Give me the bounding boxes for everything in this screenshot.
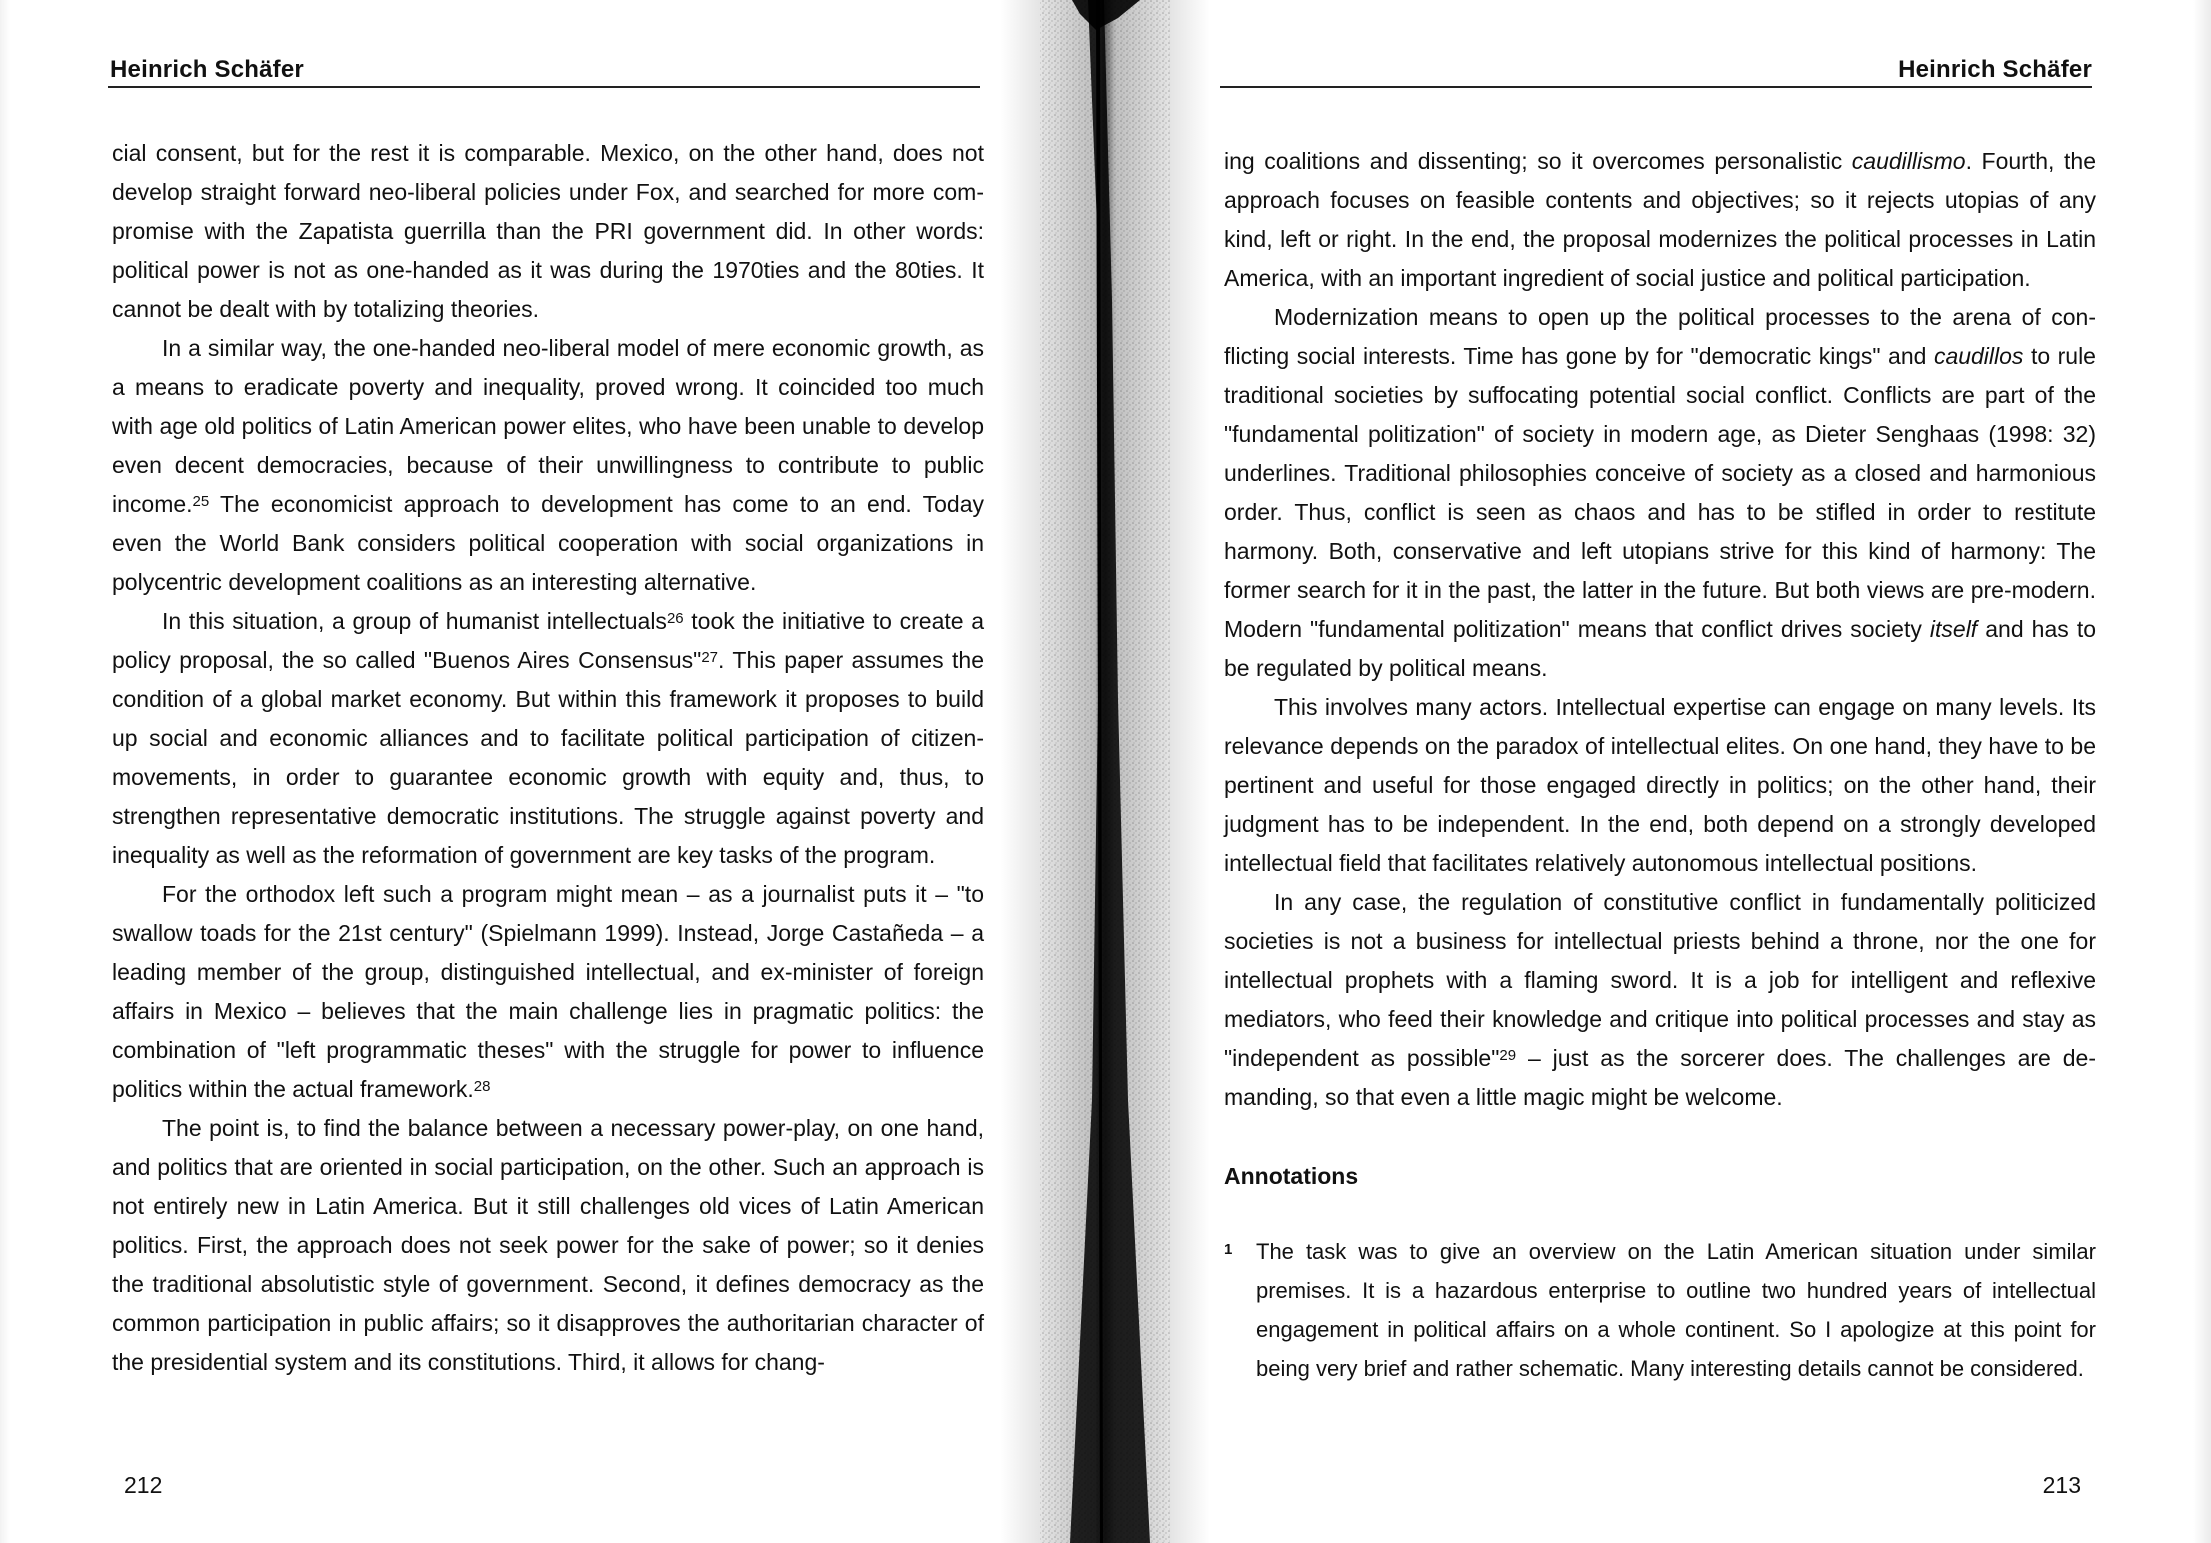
text-run: and has to be regulated by political means. bbox=[1224, 616, 2096, 681]
section-heading: Annotations bbox=[1224, 1163, 1359, 1189]
paragraph bbox=[1224, 142, 2096, 298]
footnote-ref: 29 bbox=[1499, 1047, 1517, 1064]
italic-run: caudillos bbox=[1933, 343, 2024, 369]
text-run: ing coalitions and dissenting; so it overcomes personalistic bbox=[1224, 148, 1852, 174]
footnote-ref: 26 bbox=[666, 610, 684, 627]
paragraph bbox=[1224, 883, 2096, 1117]
text-run: In any case, the regulation of constitutive conflict in fundamentally politicized societies is not a business for intellectual priests behind a throne, nor the one for intellectual prophets with a flaming sword. It is a job for intelligent and reflexive mediators, who feed their knowledge and critique into political processes and stay as "independent as possible" bbox=[1224, 889, 2096, 1071]
body-text bbox=[112, 134, 984, 1382]
left-page bbox=[0, 0, 1050, 1543]
paragraph bbox=[112, 602, 984, 875]
text-run: . Fourth, the approach focuses on feasible contents and objectives; so it rejects utopias of any kind, left or right. In the end, the proposal modernizes the political processes in Latin America, with an important ingredient of social justice and political participation. bbox=[1224, 148, 2096, 291]
page-edge-shadow bbox=[0, 0, 10, 1543]
header-rule bbox=[1220, 86, 2092, 88]
running-head: Heinrich Schäfer bbox=[110, 56, 304, 83]
paragraph: This involves many actors. Intellectual expertise can engage on many levels. Its relevance depends on the paradox of intellectual elites. On one hand, they have to be pertinent and useful for those engaged directly in politics; on the other hand, their judgment has to be independent. In the end, both depend on a strongly developed intellectual field that facilitates relatively autonomous intellectual positions. bbox=[1224, 694, 2096, 876]
paragraph bbox=[112, 875, 984, 1109]
text-run: took the initiative to create a policy proposal, the so called "Buenos Aires Consensus" bbox=[112, 608, 985, 673]
footnote bbox=[1224, 1232, 2096, 1388]
paragraph bbox=[112, 329, 984, 602]
text-run: The economicist approach to development has come to an end. Today even the World Bank considers political cooperation with social organizations in polycentric development coalitions as an interesting alternative. bbox=[112, 491, 984, 595]
text-run: In a similar way, the one-handed neo-liberal model of mere economic growth, as a means to eradicate poverty and inequality, proved wrong. It coincided too much with age old politics of Latin American power elites, who have been unable to develop even decent democracies, because of their unwillingness to contribute to public income. bbox=[112, 335, 984, 517]
page-number: 213 bbox=[2042, 1472, 2081, 1498]
italic-run: caudillismo bbox=[1851, 148, 1966, 174]
paragraph: The point is, to find the balance between a necessary power-play, on one hand, and politics that are oriented in social participation, on the other. Such an approach is not entirely new in Latin America. But it still challenges old vices of Latin American politics. First, the approach does not seek power for the sake of power; so it denies the traditional absolutistic style of government. Second, it defines democracy as the common participation in public affairs; so it disapproves the authoritarian character of the presidential system and its constitutions. Third, it allows for chang- bbox=[112, 1115, 984, 1375]
page-number: 212 bbox=[124, 1472, 163, 1498]
text-run: – just as the sorcerer does. The challenges are demanding, so that even a little magic might be welcome. bbox=[1224, 1045, 2096, 1110]
footnote-text: The task was to give an overview on the Latin American situation under similar premises. It is a hazardous enterprise to outline two hundred years of intellectual engagement in political affairs on a whole continent. So I apologize at this point for being very brief and rather schematic. Many interesting details cannot be considered. bbox=[1256, 1239, 2096, 1381]
footnote-ref: 28 bbox=[473, 1078, 491, 1095]
text-run: to rule traditional societies by suffocating potential social conflict. Conflicts are part of the "fundamental politization" of society in modern age, as Dieter Senghaas (1998: 32) underlines. Traditional philosophies conceive of society as a closed and harmonious order. Thus, conflict is seen as chaos and has to be stifled in order to restitute harmony. Both, conservative and left utopians strive for this kind of harmony: The former search for it in the past, the latter in the future. But both views are pre-modern. Modern "fundamental politization" means that conflict drives society bbox=[1224, 343, 2096, 642]
right-page bbox=[1160, 0, 2211, 1543]
header-rule bbox=[108, 86, 980, 88]
footnote-ref: 25 bbox=[192, 493, 210, 510]
running-head: Heinrich Schäfer bbox=[1898, 56, 2092, 83]
page-edge-shadow bbox=[2193, 0, 2211, 1543]
footnote-ref: 27 bbox=[701, 649, 719, 666]
text-run: . This paper assumes the condition of a global market economy. But within this framework it proposes to build up social and economic alliances and to facilitate political participation of citizen-movements, in order to guarantee economic growth with equity and, thus, to strengthen representative democratic institutions. The struggle against poverty and inequality as well as the reformation of government are key tasks of the program. bbox=[112, 647, 984, 868]
text-run: For the orthodox left such a program might mean – as a journalist puts it – "to swallow toads for the 21st century" (Spielmann 1999). Instead, Jorge Castañeda – a leading member of the group, distinguished intellectual, and ex-minister of foreign affairs in Mexico – believes that the main challenge lies in pragmatic politics: the combination of "left programmatic theses" with the struggle for power to influence politics within the actual framework. bbox=[112, 881, 984, 1102]
italic-run: itself bbox=[1929, 616, 1978, 642]
body-text bbox=[1224, 142, 2096, 1388]
paragraph bbox=[1224, 298, 2096, 688]
footnote-number: 1 bbox=[1224, 1241, 1233, 1258]
text-run: Modernization means to open up the political processes to the arena of conflicting social interests. Time has gone by for "democratic kings" and bbox=[1224, 304, 2096, 369]
paragraph: cial consent, but for the rest it is comparable. Mexico, on the other hand, does not develop straight forward neo-liberal policies under Fox, and searched for more compromise with the Zapatista guerrilla than the PRI government did. In other words: political power is not as one-handed as it was during the 1970ties and the 80ties. It cannot be dealt with by totalizing theories. bbox=[112, 140, 984, 322]
text-run: In this situation, a group of humanist intellectuals bbox=[162, 608, 667, 634]
